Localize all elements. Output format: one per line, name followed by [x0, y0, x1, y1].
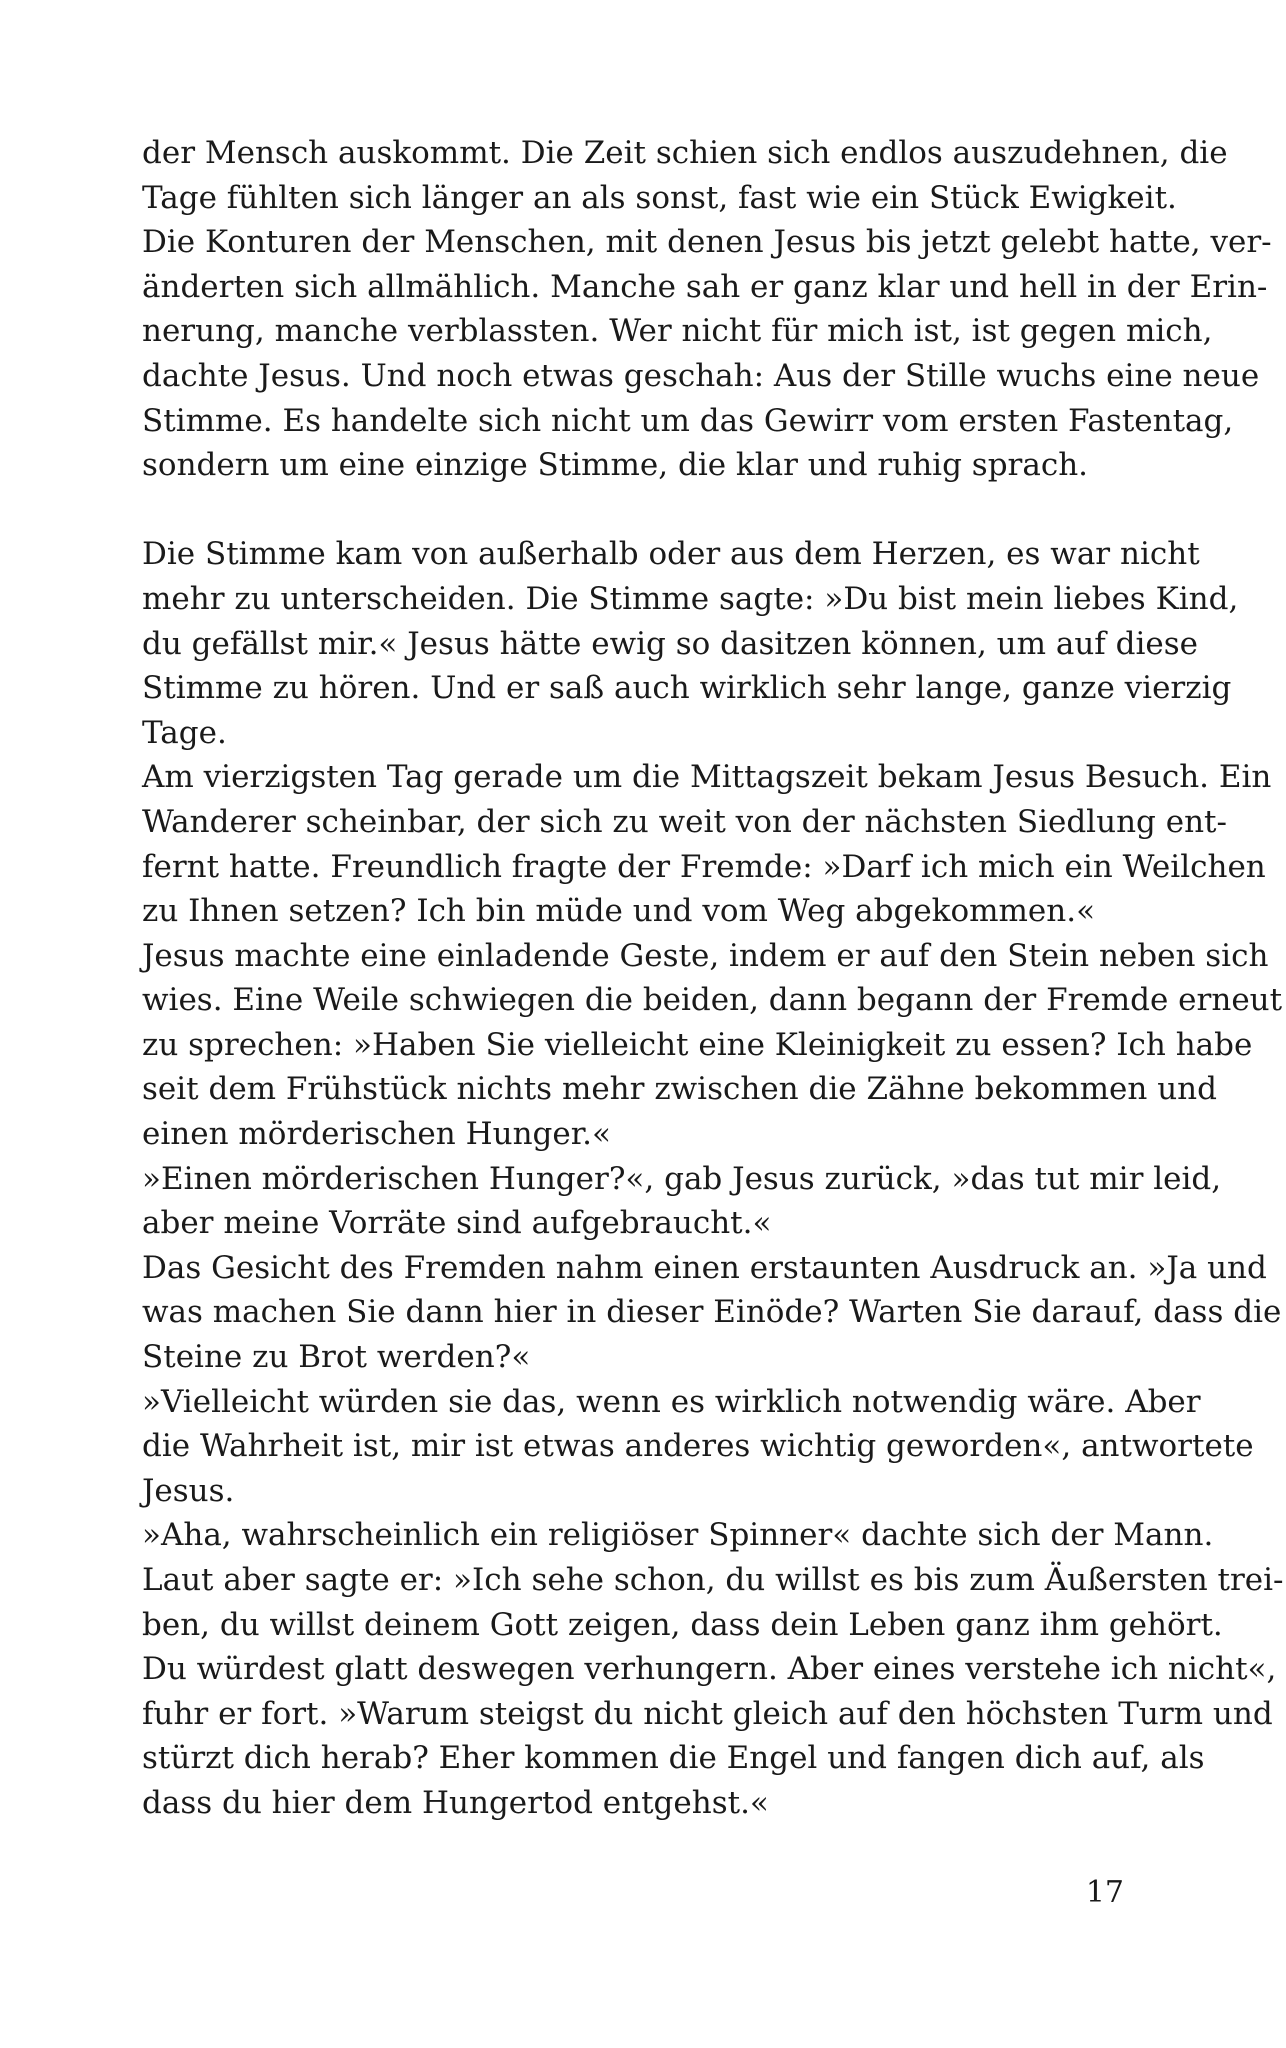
text-line: zu sprechen: »Haben Sie vielleicht eine Kleinigkeit zu essen? Ich habe: [142, 1026, 1253, 1063]
text-line: dass du hier dem Hungertod entgehst.«: [142, 1784, 769, 1821]
text-line: Tage fühlten sich länger an als sonst, fast wie ein Stück Ewigkeit.: [142, 179, 1177, 216]
text-line: Stimme zu hören. Und er saß auch wirklich sehr lange, ganze vierzig: [142, 670, 1232, 707]
text-line: Die Konturen der Menschen, mit denen Jesus bis jetzt gelebt hatte, ver-: [142, 224, 1272, 261]
text-line: die Wahrheit ist, mir ist etwas anderes wichtig geworden«, antwortete: [142, 1428, 1254, 1465]
text-line: »Vielleicht würden sie das, wenn es wirklich notwendig wäre. Aber: [142, 1383, 1201, 1420]
text-line: fuhr er fort. »Warum steigst du nicht gleich auf den höchsten Turm und: [142, 1695, 1273, 1732]
text-line: Steine zu Brot werden?«: [142, 1339, 531, 1376]
text-line: dachte Jesus. Und noch etwas geschah: Aus der Stille wuchs eine neue: [142, 357, 1260, 394]
text-line: ben, du willst deinem Gott zeigen, dass dein Leben ganz ihm gehört.: [142, 1606, 1223, 1643]
text-line: Laut aber sagte er: »Ich sehe schon, du willst es bis zum Äußersten trei-: [142, 1562, 1284, 1598]
text-line: fernt hatte. Freundlich fragte der Fremde: »Darf ich mich ein Weilchen: [142, 848, 1266, 885]
text-line: »Aha, wahrscheinlich ein religiöser Spinner« dachte sich der Mann.: [142, 1517, 1214, 1554]
text-line: einen mörderischen Hunger.«: [142, 1116, 611, 1153]
text-line: Jesus.: [142, 1472, 235, 1509]
text-line: du gefällst mir.« Jesus hätte ewig so dasitzen können, um auf diese: [142, 625, 1198, 662]
text-line: Die Stimme kam von außerhalb oder aus dem Herzen, es war nicht: [142, 536, 1200, 573]
text-line: Wanderer scheinbar, der sich zu weit von der nächsten Siedlung ent-: [142, 803, 1227, 840]
text-line: mehr zu unterscheiden. Die Stimme sagte: »Du bist mein liebes Kind,: [142, 580, 1239, 617]
text-line: »Einen mörderischen Hunger?«, gab Jesus zurück, »das tut mir leid,: [142, 1160, 1222, 1197]
page-number: 17: [1085, 1875, 1124, 1910]
text-line: stürzt dich herab? Eher kommen die Engel und fangen dich auf, als: [142, 1740, 1205, 1777]
text-line: sondern um eine einzige Stimme, die klar und ruhig sprach.: [142, 447, 1089, 484]
text-line: änderten sich allmählich. Manche sah er ganz klar und hell in der Erin-: [142, 268, 1268, 305]
text-line: seit dem Frühstück nichts mehr zwischen die Zähne bekommen und: [142, 1071, 1217, 1108]
paragraph-gap: [142, 488, 1132, 533]
text-line: Tage.: [142, 714, 227, 751]
text-line: Du würdest glatt deswegen verhungern. Aber eines verstehe ich nicht«,: [142, 1651, 1277, 1688]
text-line: Das Gesicht des Fremden nahm einen erstaunten Ausdruck an. »Ja und: [142, 1249, 1267, 1286]
text-line: Jesus machte eine einladende Geste, indem er auf den Stein neben sich: [142, 937, 1269, 974]
text-line: nerung, manche verblassten. Wer nicht für mich ist, ist gegen mich,: [142, 313, 1213, 350]
text-line: der Mensch auskommt. Die Zeit schien sich endlos auszudehnen, die: [142, 135, 1228, 171]
text-line: aber meine Vorräte sind aufgebraucht.«: [142, 1205, 772, 1242]
text-line: wies. Eine Weile schwiegen die beiden, dann begann der Fremde erneut: [142, 982, 1283, 1019]
body-text: [142, 131, 1284, 1826]
text-line: Stimme. Es handelte sich nicht um das Gewirr vom ersten Fastentag,: [142, 402, 1234, 439]
text-line: was machen Sie dann hier in dieser Einöde? Warten Sie darauf, dass die: [142, 1294, 1282, 1331]
text-line: zu Ihnen setzen? Ich bin müde und vom Weg abgekommen.«: [142, 893, 1096, 930]
text-line: Am vierzigsten Tag gerade um die Mittagszeit bekam Jesus Besuch. Ein: [142, 759, 1272, 796]
